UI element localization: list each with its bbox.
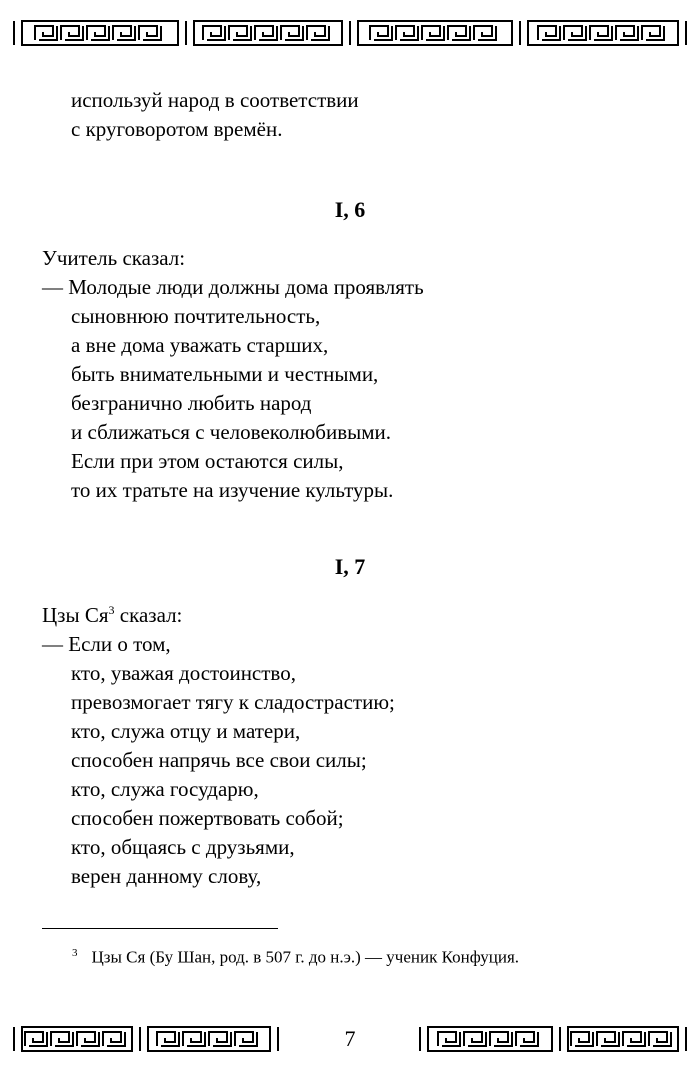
footnote-text: Цзы Ся (Бу Шан, род. в 507 г. до н.э.) — ученик Конфуция.	[91, 947, 520, 967]
page-number: 7	[344, 1026, 356, 1051]
text-line: сыновнюю почтительность,	[71, 304, 321, 328]
section-heading-1-7: I, 7	[334, 554, 366, 579]
speaker-intro	[42, 601, 662, 630]
text-line: кто, уважая достоинство,	[71, 661, 296, 685]
section-1-7-body	[42, 601, 662, 891]
speaker-intro-rest: сказал:	[114, 603, 183, 627]
text-line: кто, общаясь с друзьями,	[71, 835, 295, 859]
text-line: используй народ в соответствии	[71, 88, 359, 112]
text-line: быть внимательными и честными,	[71, 362, 379, 386]
dialogue-first-line: — Если о том,	[42, 632, 171, 656]
text-line: способен напрячь все свои силы;	[71, 748, 367, 772]
text-line: кто, служа государю,	[71, 777, 259, 801]
speaker-intro: Учитель сказал:	[42, 246, 186, 270]
text-line: и сближаться с человеколюбивыми.	[71, 420, 392, 444]
text-line: с круговоротом времён.	[71, 117, 283, 141]
speaker-name: Цзы Ся	[42, 603, 109, 627]
text-line: способен пожертвовать собой;	[71, 806, 344, 830]
section-heading-1-6: I, 6	[334, 197, 366, 222]
text-line: безгранично любить народ	[71, 391, 312, 415]
text-line: то их тратьте на изучение культуры.	[71, 478, 394, 502]
footnote-divider	[42, 928, 278, 929]
text-line: Если при этом остаются силы,	[71, 449, 344, 473]
footnote-mark: 3	[72, 947, 78, 959]
dialogue-first-line: — Молодые люди должны дома проявлять	[42, 275, 424, 299]
footnote	[72, 941, 519, 970]
text-line: а вне дома уважать старших,	[71, 333, 329, 357]
page-body	[42, 86, 662, 144]
text-line: превозмогает тягу к сладострастию;	[71, 690, 395, 714]
section-1-6-body	[42, 244, 662, 505]
text-line: кто, служа отцу и матери,	[71, 719, 301, 743]
footnote-reference: 3	[108, 603, 115, 617]
greek-key-pattern-icon	[0, 16, 700, 50]
top-ornament-border	[0, 16, 700, 50]
text-line: верен данному слову,	[71, 864, 262, 888]
